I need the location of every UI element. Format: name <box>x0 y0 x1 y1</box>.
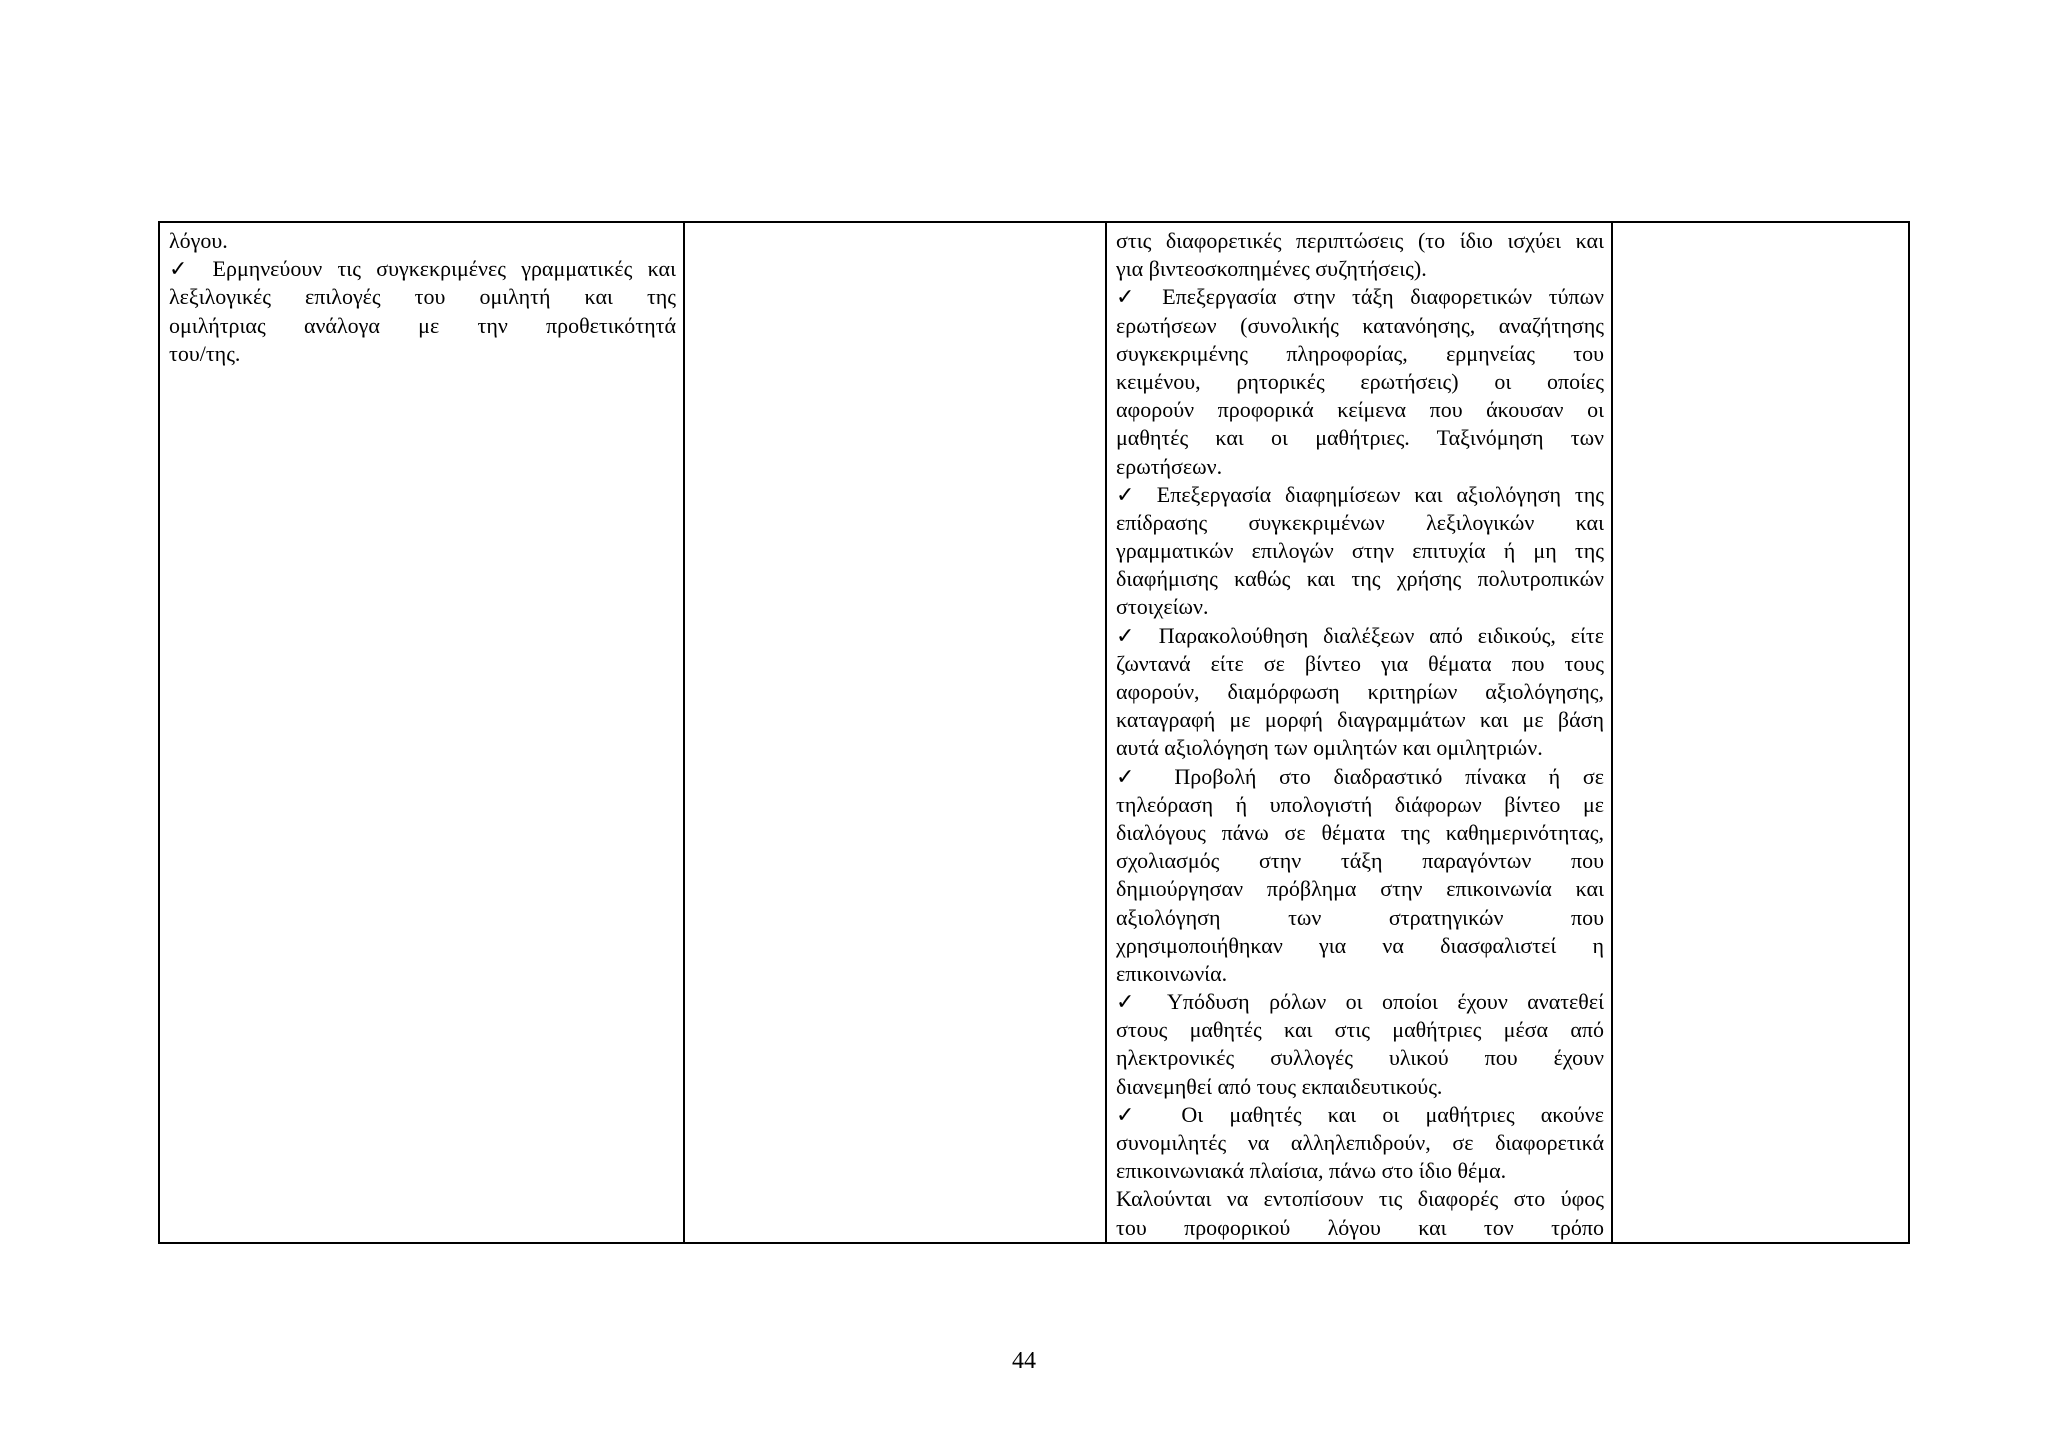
text-line: αξιολόγηση των στρατηγικών που <box>1116 904 1604 930</box>
text-line: επικοινωνία. <box>1116 960 1228 986</box>
table-cell-activities <box>1106 222 1612 1243</box>
text-line: αυτά αξιολόγηση των ομιλητών και ομιλητριών. <box>1116 735 1543 761</box>
text-line: ✓ Παρακολούθηση διαλέξεων από ειδικούς, είτε <box>1116 622 1604 648</box>
text-line: χρησιμοποιήθηκαν για να διασφαλιστεί η <box>1116 932 1604 958</box>
text-line: τηλεόραση ή υπολογιστή διάφορων βίντεο με <box>1116 791 1604 817</box>
text-line: στοιχείων. <box>1116 594 1209 620</box>
text-line: ερωτήσεων. <box>1116 453 1223 479</box>
text-line: δημιούργησαν πρόβλημα στην επικοινωνία και <box>1116 876 1604 902</box>
text-line: ✓ Υπόδυση ρόλων οι οποίοι έχουν ανατεθεί <box>1116 989 1604 1015</box>
text-line: ✓ Επεξεργασία διαφημίσεων και αξιολόγηση της <box>1116 481 1604 507</box>
text-line: ηλεκτρονικές συλλογές υλικού που έχουν <box>1116 1045 1604 1071</box>
text-line: του/της. <box>169 340 241 366</box>
text-line: σχολιασμός στην τάξη παραγόντων που <box>1116 848 1604 874</box>
text-line: συγκεκριμένης πληροφορίας, ερμηνείας του <box>1116 340 1604 366</box>
text-line: λεξιλογικές επιλογές του ομιλητή και της <box>169 284 676 310</box>
text-line: γραμματικών επιλογών στην επιτυχία ή μη της <box>1116 538 1604 564</box>
text-line: Καλούνται να εντοπίσουν τις διαφορές στο ύφος <box>1116 1186 1604 1212</box>
page-number: 44 <box>1012 1348 1036 1374</box>
text-line: του προφορικού λόγου και τον τρόπο <box>1116 1214 1604 1240</box>
text-line: ✓ Ερμηνεύουν τις συγκεκριμένες γραμματικές και <box>169 256 676 282</box>
text-line: για βιντεοσκοπημένες συζητήσεις). <box>1116 256 1427 282</box>
table-cell-empty <box>684 222 1106 1243</box>
text-line: συνομιλητές να αλληλεπιδρούν, σε διαφορετικά <box>1116 1130 1604 1155</box>
text-line: αφορούν, διαμόρφωση κριτηρίων αξιολόγησης, <box>1116 679 1604 704</box>
text-line: ερωτήσεων (συνολικής κατανόησης, αναζήτησης <box>1116 312 1604 338</box>
text-line: επικοινωνιακά πλαίσια, πάνω στο ίδιο θέμα. <box>1116 1158 1507 1184</box>
text-line: ✓ Επεξεργασία στην τάξη διαφορετικών τύπων <box>1116 284 1604 310</box>
text-line: διαλόγους πάνω σε θέματα της καθημερινότητας, <box>1116 819 1604 845</box>
text-line: κειμένου, ρητορικές ερωτήσεις) οι οποίες <box>1116 368 1604 394</box>
curriculum-table <box>158 221 1910 1244</box>
table-cell-learning-outcomes <box>159 222 684 1243</box>
text-line: μαθητές και οι μαθήτριες. Ταξινόμηση των <box>1116 425 1604 451</box>
text-line: ✓ Οι μαθητές και οι μαθήτριες ακούνε <box>1116 1101 1604 1127</box>
text-line: επίδρασης συγκεκριμένων λεξιλογικών και <box>1116 509 1604 535</box>
table-row <box>159 222 1909 1243</box>
text-line: ✓ Προβολή στο διαδραστικό πίνακα ή σε <box>1116 763 1604 789</box>
text-line: στις διαφορετικές περιπτώσεις (το ίδιο ισχύει και <box>1116 228 1604 253</box>
text-line: ομιλήτριας ανάλογα με την προθετικότητά <box>169 312 676 338</box>
text-line: στους μαθητές και στις μαθήτριες μέσα από <box>1116 1017 1604 1043</box>
text-line: διανεμηθεί από τους εκπαιδευτικούς. <box>1116 1073 1443 1099</box>
text-line: διαφήμισης καθώς και της χρήσης πολυτροπικών <box>1116 566 1604 592</box>
text-line: αφορούν προφορικά κείμενα που άκουσαν οι <box>1116 397 1604 423</box>
text-line: ζωντανά είτε σε βίντεο για θέματα που τους <box>1116 650 1604 676</box>
table-cell-empty <box>1612 222 1909 1243</box>
text-line: καταγραφή με μορφή διαγραμμάτων και με βάση <box>1116 707 1604 733</box>
text-line: λόγου. <box>169 228 228 253</box>
